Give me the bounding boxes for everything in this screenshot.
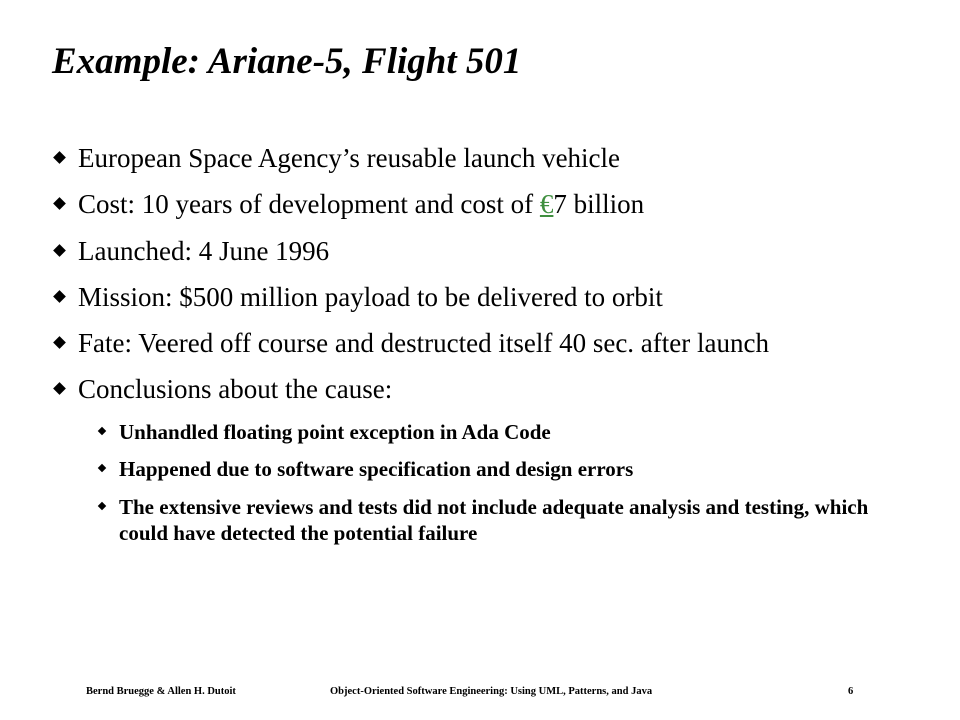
sub-bullet-text: The extensive reviews and tests did not include adequate analysis and testing, which could have detected the potential failure <box>119 495 869 545</box>
bullet-text: Launched: 4 June 1996 <box>78 236 330 266</box>
diamond-bullet-icon <box>53 197 66 210</box>
footer-book-title: Object-Oriented Software Engineering: Using UML, Patterns, and Java <box>330 686 653 697</box>
diamond-bullet-icon <box>53 336 66 349</box>
bullet-text <box>78 189 644 220</box>
bullet-text: European Space Agency’s reusable launch vehicle <box>78 143 621 173</box>
diamond-bullet-icon <box>53 244 66 257</box>
bullet-text: Mission: $500 million payload to be delivered to orbit <box>78 282 663 312</box>
bullet-text: Fate: Veered off course and destructed itself 40 sec. after launch <box>78 328 769 358</box>
bullet-text: Conclusions about the cause: <box>78 374 393 404</box>
small-diamond-bullet-icon <box>98 427 106 435</box>
small-diamond-bullet-icon <box>98 502 106 510</box>
diamond-bullet-icon <box>53 382 66 395</box>
small-diamond-bullet-icon <box>98 464 106 472</box>
slide-title: Example: Ariane-5, Flight 501 <box>52 41 522 82</box>
diamond-bullet-icon <box>53 290 66 303</box>
euro-link[interactable]: € <box>539 189 554 219</box>
bullet-text-pre: Cost: 10 years of development and cost of <box>78 189 540 219</box>
sub-bullet-text: Unhandled floating point exception in Ada Code <box>119 420 551 444</box>
bullet-text-post: 7 billion <box>553 189 645 219</box>
sub-bullet-text: Happened due to software specification and design errors <box>119 457 634 481</box>
footer-page-number: 6 <box>848 686 854 697</box>
diamond-bullet-icon <box>53 151 66 164</box>
footer-authors: Bernd Bruegge & Allen H. Dutoit <box>86 686 236 697</box>
